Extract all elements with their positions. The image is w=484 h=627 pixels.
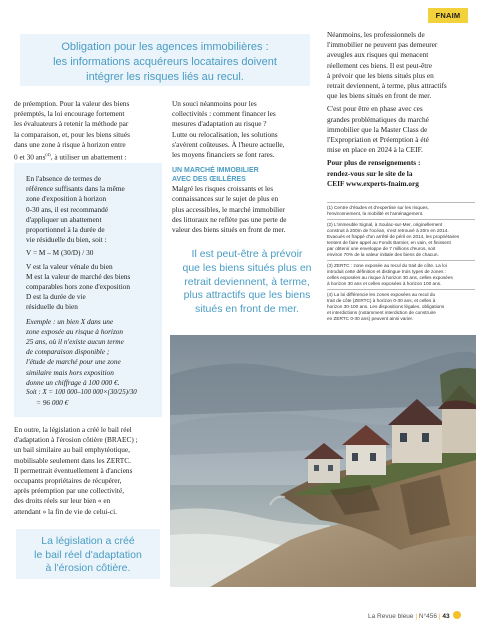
formula-equation: V = M – M (30/D) / 30 <box>26 248 94 258</box>
text-line: connaissances sur le sujet de plus en <box>172 194 279 204</box>
formula-line: d'appliquer un abattement <box>26 214 102 224</box>
text-line: l'immobilier ne peuvent pas demeurer <box>327 40 438 50</box>
text-line: les évaluateurs à retenir la méthode par <box>14 119 129 129</box>
text-line: un bail similaire au bail emphytéotique, <box>14 445 130 455</box>
pullquote-line: retrait deviennent, à terme, <box>184 275 310 288</box>
footnote-line: et interdictions (notamment interdiction de construire <box>327 310 436 315</box>
smiley-icon <box>453 611 461 619</box>
formula-line: 0-30 ans, il est recommandé <box>26 204 109 214</box>
pullquote-line: que les biens situés plus en <box>182 261 312 274</box>
column-2 <box>172 99 322 235</box>
text-line: valeur des biens situés en front de mer. <box>172 225 286 235</box>
footnote-line: à horizon 30 ans et celles exposées à horizon 100 ans. <box>327 281 442 286</box>
text-line: occupants propriétaires de récupérer, <box>14 476 122 486</box>
divider <box>327 260 475 261</box>
text-line: aveugles aux risques qui menacent <box>327 50 429 60</box>
example-line: = 96 000 € <box>36 398 69 408</box>
pullquote-line: La législation a créé <box>41 535 135 547</box>
footnote-line: (3) ZERTC : zone exposée au recul du trait de côte. La loi <box>327 263 447 268</box>
pullquote-line: le bail réel d'adaptation <box>34 548 142 561</box>
pullquote-line: les informations acquéreurs locataires doivent <box>53 56 277 68</box>
text-line: collectivités : comment financer les <box>172 109 276 119</box>
magazine-name: La Revue bleue <box>368 613 414 620</box>
example-line: zone exposée au risque à horizon <box>26 326 124 336</box>
divider <box>327 219 475 220</box>
footnote-line: trait de côte (ZERTC) à horizon 0-30 ans, et celles à <box>327 298 436 303</box>
pullquote-line: plus attractifs que les biens <box>183 289 311 302</box>
formula-line: comparables hors zone d'exposition <box>26 282 131 292</box>
text-line: s'avèrent coûteuses. À l'heure actuelle, <box>172 139 285 149</box>
section-heading: AVEC DES ŒILLÈRES <box>172 176 246 184</box>
text-line: de préemption. Pour la valeur des biens <box>14 99 130 108</box>
text-line: mise en place en 2024 à la CEIF. <box>327 145 423 155</box>
pullquote-line: Il est peut-être à prévoir <box>191 248 303 260</box>
footnote-line: construit à 200m de l'océan, s'est retrouvé à 20m en 2014. <box>327 228 449 233</box>
formula-line: V est la valeur vénale du bien <box>26 261 113 271</box>
footnote-line: environ 70% de la valeur initiale des biens de chacun. <box>327 252 439 257</box>
contact-line: Pour plus de renseignements : <box>327 158 421 168</box>
text-line <box>14 150 166 163</box>
example-line: l'étude de marché pour une zone <box>26 357 121 367</box>
formula-line: proportionnel à la durée de <box>26 225 105 235</box>
pullquote-line: à l'érosion côtière. <box>45 562 131 575</box>
footnote-ref: (4) <box>45 152 51 158</box>
text-line: Il permettrait éventuellement à d'anciens <box>14 465 133 475</box>
text-line: les moyens financiers se font rares. <box>172 150 275 160</box>
pullquote-line: situés en front de mer. <box>195 303 299 316</box>
example-line: Exemple : un bien X dans une <box>26 316 114 326</box>
text-line: C'est pour être en phase avec ces <box>327 104 423 114</box>
text-line: mesures d'adaptation au risque ? <box>172 119 267 129</box>
formula-line: M est la valeur de marché des biens <box>26 271 131 281</box>
footnotes <box>327 200 475 322</box>
text-line: la comparaison, et, pour les biens situés <box>14 129 130 139</box>
text-line: Néanmoins, les professionnels de <box>327 30 425 39</box>
text-fragment: , à utiliser un abattement : <box>50 152 127 162</box>
text-line: Malgré les risques croissants et les <box>172 184 274 194</box>
example-line: de comparaison disponible ; <box>26 347 110 357</box>
pullquote-line: Obligation pour les agences immobilières : <box>61 41 269 53</box>
footnote-line: par obtenir une enveloppe de 7 millions d'euros, soit <box>327 246 436 251</box>
text-line: que les biens situés en front de mer. <box>327 91 432 101</box>
footnote-line: introduit cette définition et distingue trois types de zones : <box>327 269 447 274</box>
text-line: retrait deviennent, à terme, plus attractifs <box>327 81 447 91</box>
divider <box>327 289 475 290</box>
contact-line: rendez-vous sur le site de la <box>327 168 413 178</box>
text-line: immobilier que la Master Class de <box>327 124 428 134</box>
text-line: préemptés, la loi encourage fortement <box>14 109 125 119</box>
column-1-bottom <box>14 425 169 517</box>
text-line: Un souci néanmoins pour les <box>172 99 257 108</box>
text-line: d'adaptation à l'érosion côtière (BRAEC) ; <box>14 435 138 445</box>
formula-box <box>14 163 162 417</box>
page-number: 43 <box>442 613 450 620</box>
text-line: plus accessibles, le marché immobilier <box>172 204 285 214</box>
text-line: En outre, la législation a créé le bail réel <box>14 425 132 434</box>
text-line: grandes problématiques du marché <box>327 114 429 124</box>
footnote-line: en ZERTC 0-30 ans) peuvent ainsi varier. <box>327 316 414 321</box>
text-line: des droits réels sur leur bien « en <box>14 496 111 506</box>
text-line: Lutte ou relocalisation, les solutions <box>172 129 278 139</box>
contact-link[interactable]: CEIF www.experts-fnaim.org <box>327 178 419 188</box>
footnote-line: (4) La loi différencie les zones exposées au recul du <box>327 292 436 297</box>
text-line: mobilisable seulement dans les ZERTC. <box>14 455 131 465</box>
pullquote-bottom <box>16 529 160 579</box>
formula-line: vie résiduelle du bien, soit : <box>26 235 107 245</box>
divider <box>327 202 475 203</box>
text-line: l'Expropriation et Préemption à été <box>327 135 429 145</box>
page-footer <box>368 611 461 620</box>
pullquote-middle <box>172 248 322 317</box>
footnote-line: l'environnement, la mobilité et l'aménagement. <box>327 211 424 216</box>
text-line: après préemption par une collectivité, <box>14 486 125 496</box>
formula-line: En l'absence de termes de <box>26 174 102 183</box>
footnote-line: (1) Centre d'études et d'expertise sur les risques, <box>327 205 429 210</box>
text-line: dans une zone à risque à horizon entre <box>14 139 126 149</box>
column-1-intro <box>14 99 166 163</box>
section-tag: FNAIM <box>428 8 468 23</box>
example-line: similaire mais hors exposition <box>26 367 114 377</box>
separator: | <box>438 613 441 620</box>
issue-number: N°456 <box>418 613 438 620</box>
formula-line: référence suffisants dans la même <box>26 184 125 194</box>
pullquote-top <box>20 34 310 86</box>
text-fragment: 0 et 30 ans <box>14 152 46 162</box>
text-line: à prévoir que les biens situés plus en <box>327 70 434 80</box>
formula-line: zone d'exposition à horizon <box>26 194 107 204</box>
text-line: des littoraux ne reflète pas une perte de <box>172 214 287 224</box>
footnote-line: celles exposées au risque à horizon 30 ans, celles exposées <box>327 275 453 280</box>
column-3 <box>327 30 477 189</box>
footnote-line: (2) L'immeuble Signal, à Soulac-sur-Mer, originellement <box>327 222 443 227</box>
text-line: attendant » la fin de vie de celui-ci. <box>14 506 117 516</box>
footnote-line: horizon 30-100 ans. Les dispositions légales, obligations <box>327 304 445 309</box>
example-line: 25 ans, où il n'existe aucun terme <box>26 337 124 347</box>
section-heading: UN MARCHÉ IMMOBILIER <box>172 167 259 175</box>
pullquote-line: intégrer les risques liés au recul. <box>86 71 244 83</box>
example-line: Soit : X = 100 000–100 000×(30/25)/30 <box>26 389 137 397</box>
text-line: réellement ces biens. Il est peut-être <box>327 60 432 70</box>
footnote-line: tentent de faire appel au Fonds Barnier, en vain, et finissent <box>327 240 451 245</box>
separator: | <box>415 613 418 620</box>
footnote-line: Evacués et frappé d'un arrêté de péril en 2014, les propriétaires <box>327 234 460 239</box>
coastal-erosion-photo <box>170 335 476 587</box>
formula-line: résiduelle du bien <box>26 302 78 312</box>
formula-line: D est la durée de vie <box>26 292 86 302</box>
example-line: donne un chiffrage à 100 000 €. <box>26 377 120 387</box>
